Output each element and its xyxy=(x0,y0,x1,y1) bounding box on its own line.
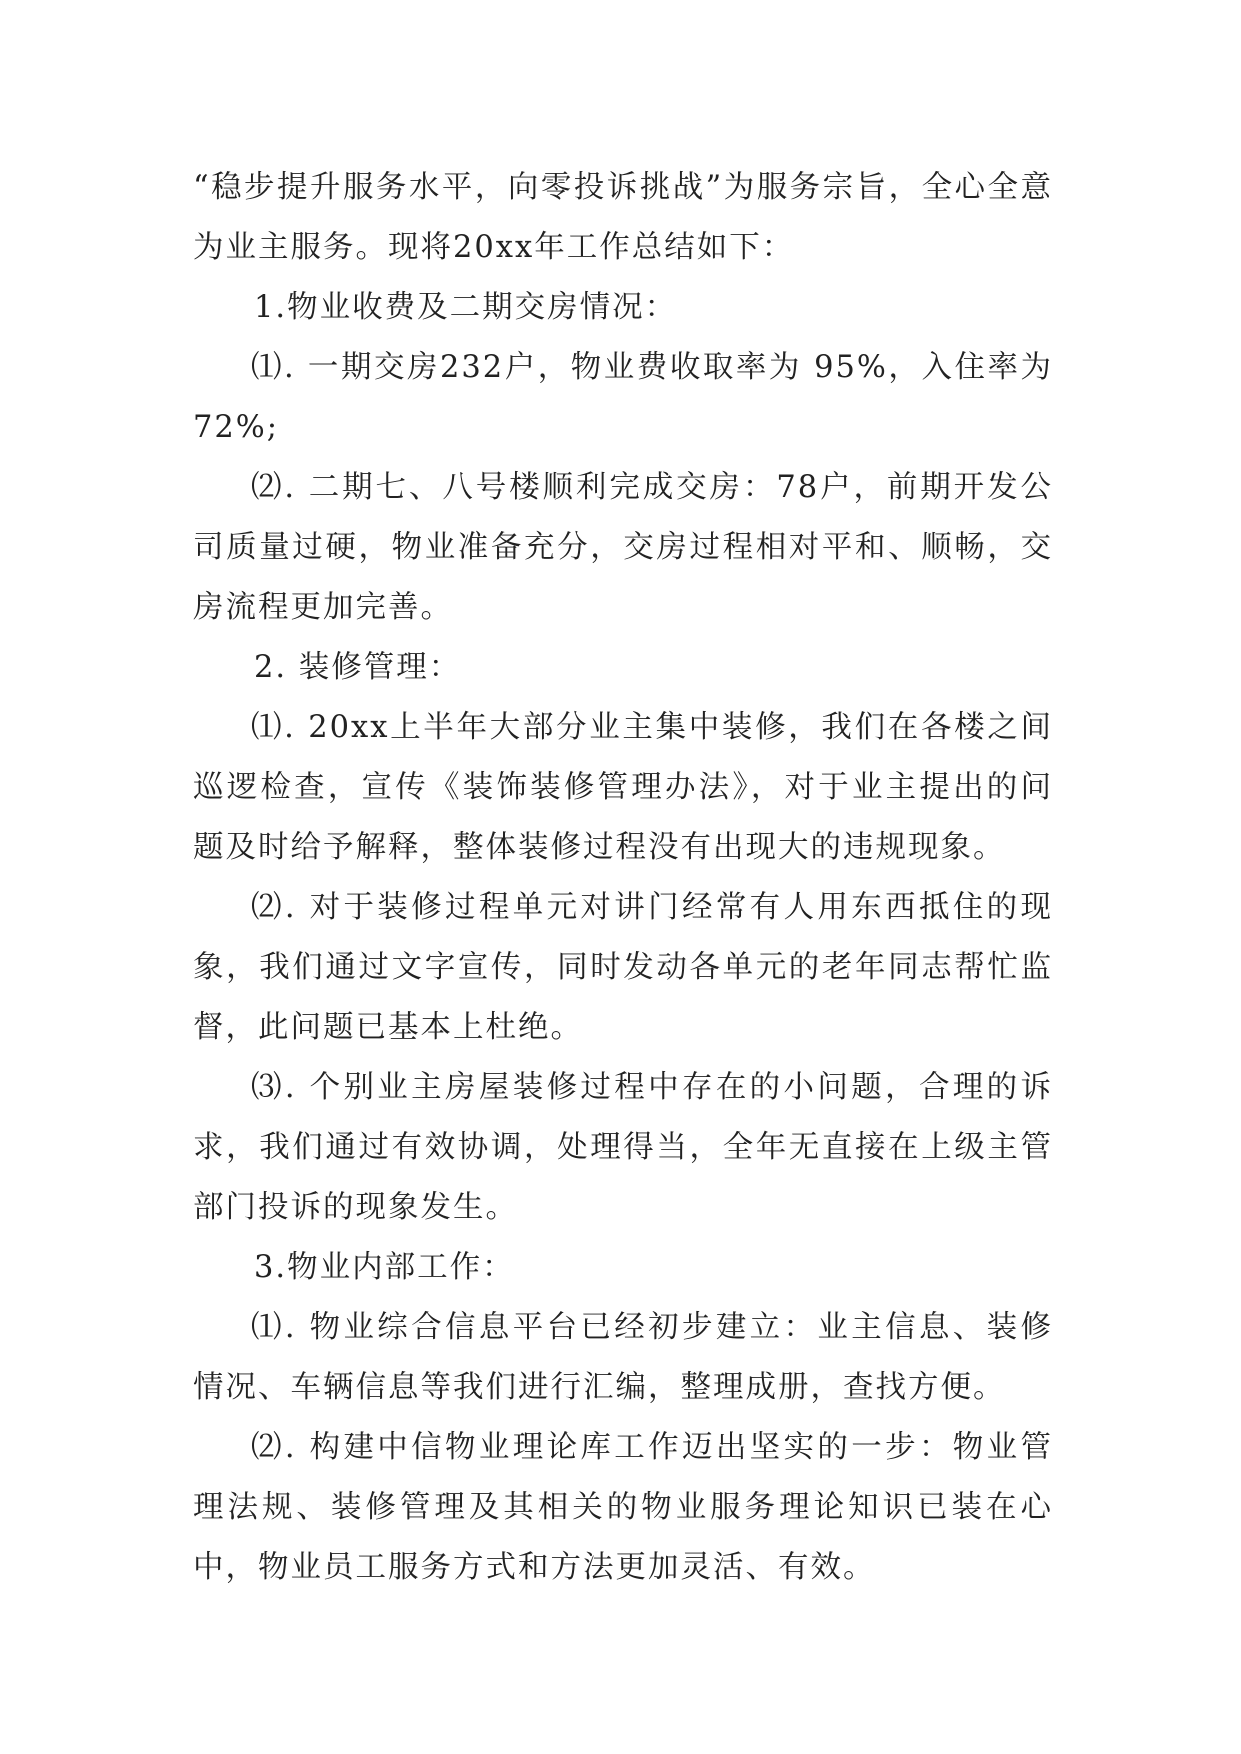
paragraph-2-3: ⑶. 个别业主房屋装修过程中存在的小问题，合理的诉求，我们通过有效协调，处理得当，全年无直接在上级主管部门投诉的现象发生。 xyxy=(193,1070,1053,1225)
heading-section-3: 3.物业内部工作： xyxy=(254,1250,515,1285)
paragraph-2-2: ⑵. 对于装修过程单元对讲门经常有人用东西抵住的现象，我们通过文字宣传，同时发动各单元的老年同志帮忙监督，此问题已基本上杜绝。 xyxy=(193,890,1053,1045)
paragraph-3-1: ⑴. 物业综合信息平台已经初步建立：业主信息、装修情况、车辆信息等我们进行汇编，整理成册，查找方便。 xyxy=(193,1310,1053,1405)
paragraph-intro: “稳步提升服务水平，向零投诉挑战”为服务宗旨，全心全意为业主服务。现将20xx年工作总结如下： xyxy=(193,170,1053,265)
paragraph-3-2: ⑵. 构建中信物业理论库工作迈出坚实的一步：物业管理法规、装修管理及其相关的物业服务理论知识已装在心中，物业员工服务方式和方法更加灵活、有效。 xyxy=(193,1430,1053,1585)
paragraph-1-2: ⑵. 二期七、八号楼顺利完成交房：78户，前期开发公司质量过硬，物业准备充分，交房过程相对平和、顺畅，交房流程更加完善。 xyxy=(193,470,1053,625)
heading-section-2: 2. 装修管理： xyxy=(254,650,462,685)
heading-section-1: 1.物业收费及二期交房情况： xyxy=(254,290,678,325)
paragraph-2-1: ⑴. 20xx上半年大部分业主集中装修，我们在各楼之间巡逻检查，宣传《装饰装修管理办法》，对于业主提出的问题及时给予解释，整体装修过程没有出现大的违规现象。 xyxy=(193,710,1053,865)
paragraph-1-1: ⑴. 一期交房232户，物业费收取率为 95%，入住率为72%; xyxy=(193,350,1053,445)
document-body xyxy=(193,158,1053,1598)
